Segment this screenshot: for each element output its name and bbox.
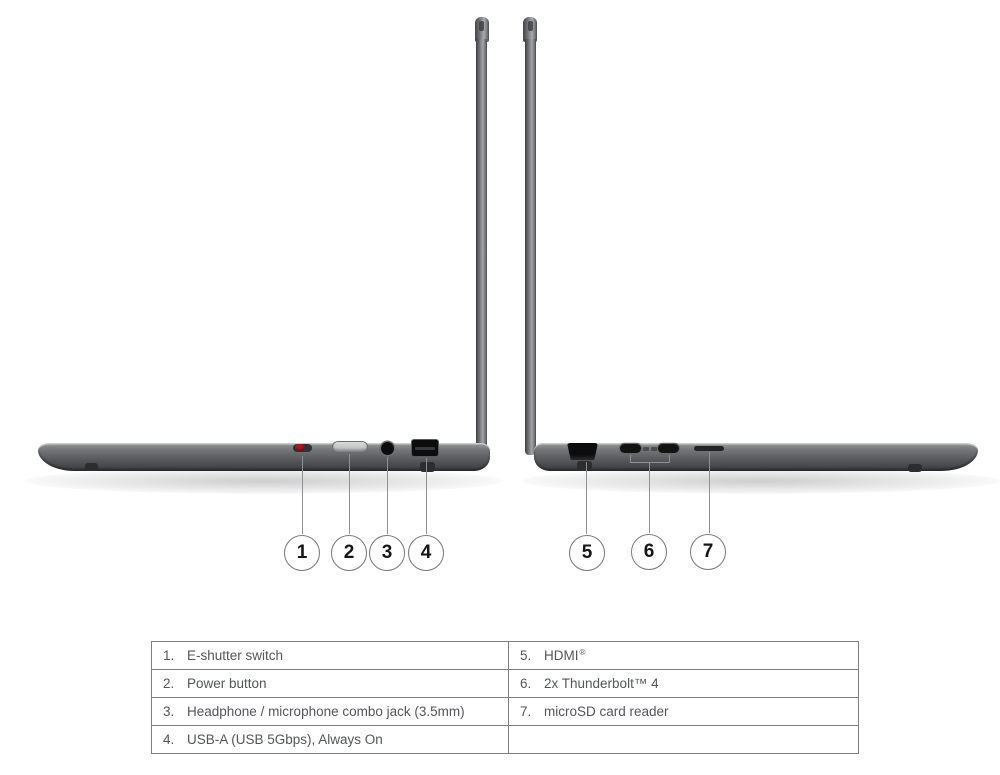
item-number: 5. (520, 648, 532, 663)
callout-line-7 (709, 452, 710, 533)
callout-line-6-bracket (630, 462, 670, 463)
callout-7 (690, 534, 726, 570)
e-shutter-switch-red-slider (295, 444, 304, 451)
item-label: 2x Thunderbolt™ 4 (544, 676, 659, 691)
port-legend-table (151, 641, 859, 754)
callout-7-number: 7 (702, 541, 714, 562)
callout-line-1 (302, 456, 303, 534)
port-indicator-mark (643, 447, 649, 451)
table-cell-left-1 (152, 642, 509, 670)
rubber-foot (420, 462, 435, 472)
right-laptop-shadow (522, 468, 1000, 494)
callout-4-number: 4 (420, 542, 432, 563)
item-label: USB-A (USB 5Gbps), Always On (187, 732, 383, 747)
right-webcam-icon (528, 21, 533, 31)
item-number: 2. (163, 676, 175, 691)
thunderbolt-port-2 (658, 444, 679, 453)
table-cell-right-1 (509, 642, 859, 670)
callout-1-number: 1 (296, 542, 308, 563)
headphone-jack-port (381, 442, 394, 455)
left-screen-edge (476, 39, 487, 455)
callout-line-2 (349, 454, 350, 534)
table-cell-left-2 (152, 670, 509, 698)
item-label: Power button (187, 676, 267, 691)
table-cell-right-2 (509, 670, 859, 698)
left-webcam-icon (479, 21, 484, 31)
callout-line-6 (649, 462, 650, 533)
callout-2-number: 2 (343, 542, 355, 563)
item-number: 6. (520, 676, 532, 691)
table-cell-left-4 (152, 726, 509, 754)
item-label (544, 732, 545, 747)
callout-line-3 (387, 457, 388, 534)
callout-6-number: 6 (643, 541, 655, 562)
item-label: microSD card reader (544, 704, 669, 719)
callout-4 (408, 535, 444, 571)
microsd-slot (694, 446, 724, 451)
item-label: E-shutter switch (187, 648, 284, 663)
table-cell-right-3 (509, 698, 859, 726)
callout-line-4 (426, 458, 427, 534)
port-indicator-mark (651, 447, 657, 451)
table-cell-right-4 (509, 726, 859, 754)
item-number: 7. (520, 704, 532, 719)
table-cell-left-3 (152, 698, 509, 726)
power-button (333, 442, 367, 452)
callout-line-5 (586, 462, 587, 534)
hdmi-port (567, 443, 598, 460)
right-screen-edge (525, 39, 536, 455)
callout-2 (331, 535, 367, 571)
item-label: Headphone / microphone combo jack (3.5mm) (187, 704, 465, 719)
callout-1 (284, 535, 320, 571)
item-number: 1. (163, 648, 175, 663)
usb-a-port-tongue (415, 447, 435, 450)
callout-3-number: 3 (381, 542, 393, 563)
callout-3 (369, 535, 405, 571)
item-label: HDMI® (544, 647, 586, 663)
item-number: 3. (163, 704, 175, 719)
callout-5 (569, 535, 605, 571)
item-number: 4. (163, 732, 175, 747)
callout-5-number: 5 (581, 542, 593, 563)
rubber-foot (908, 464, 922, 472)
rubber-foot (85, 463, 98, 471)
callout-6 (631, 534, 667, 570)
thunderbolt-port-1 (620, 444, 641, 453)
rubber-foot (577, 461, 592, 471)
registered-mark: ® (579, 647, 586, 657)
